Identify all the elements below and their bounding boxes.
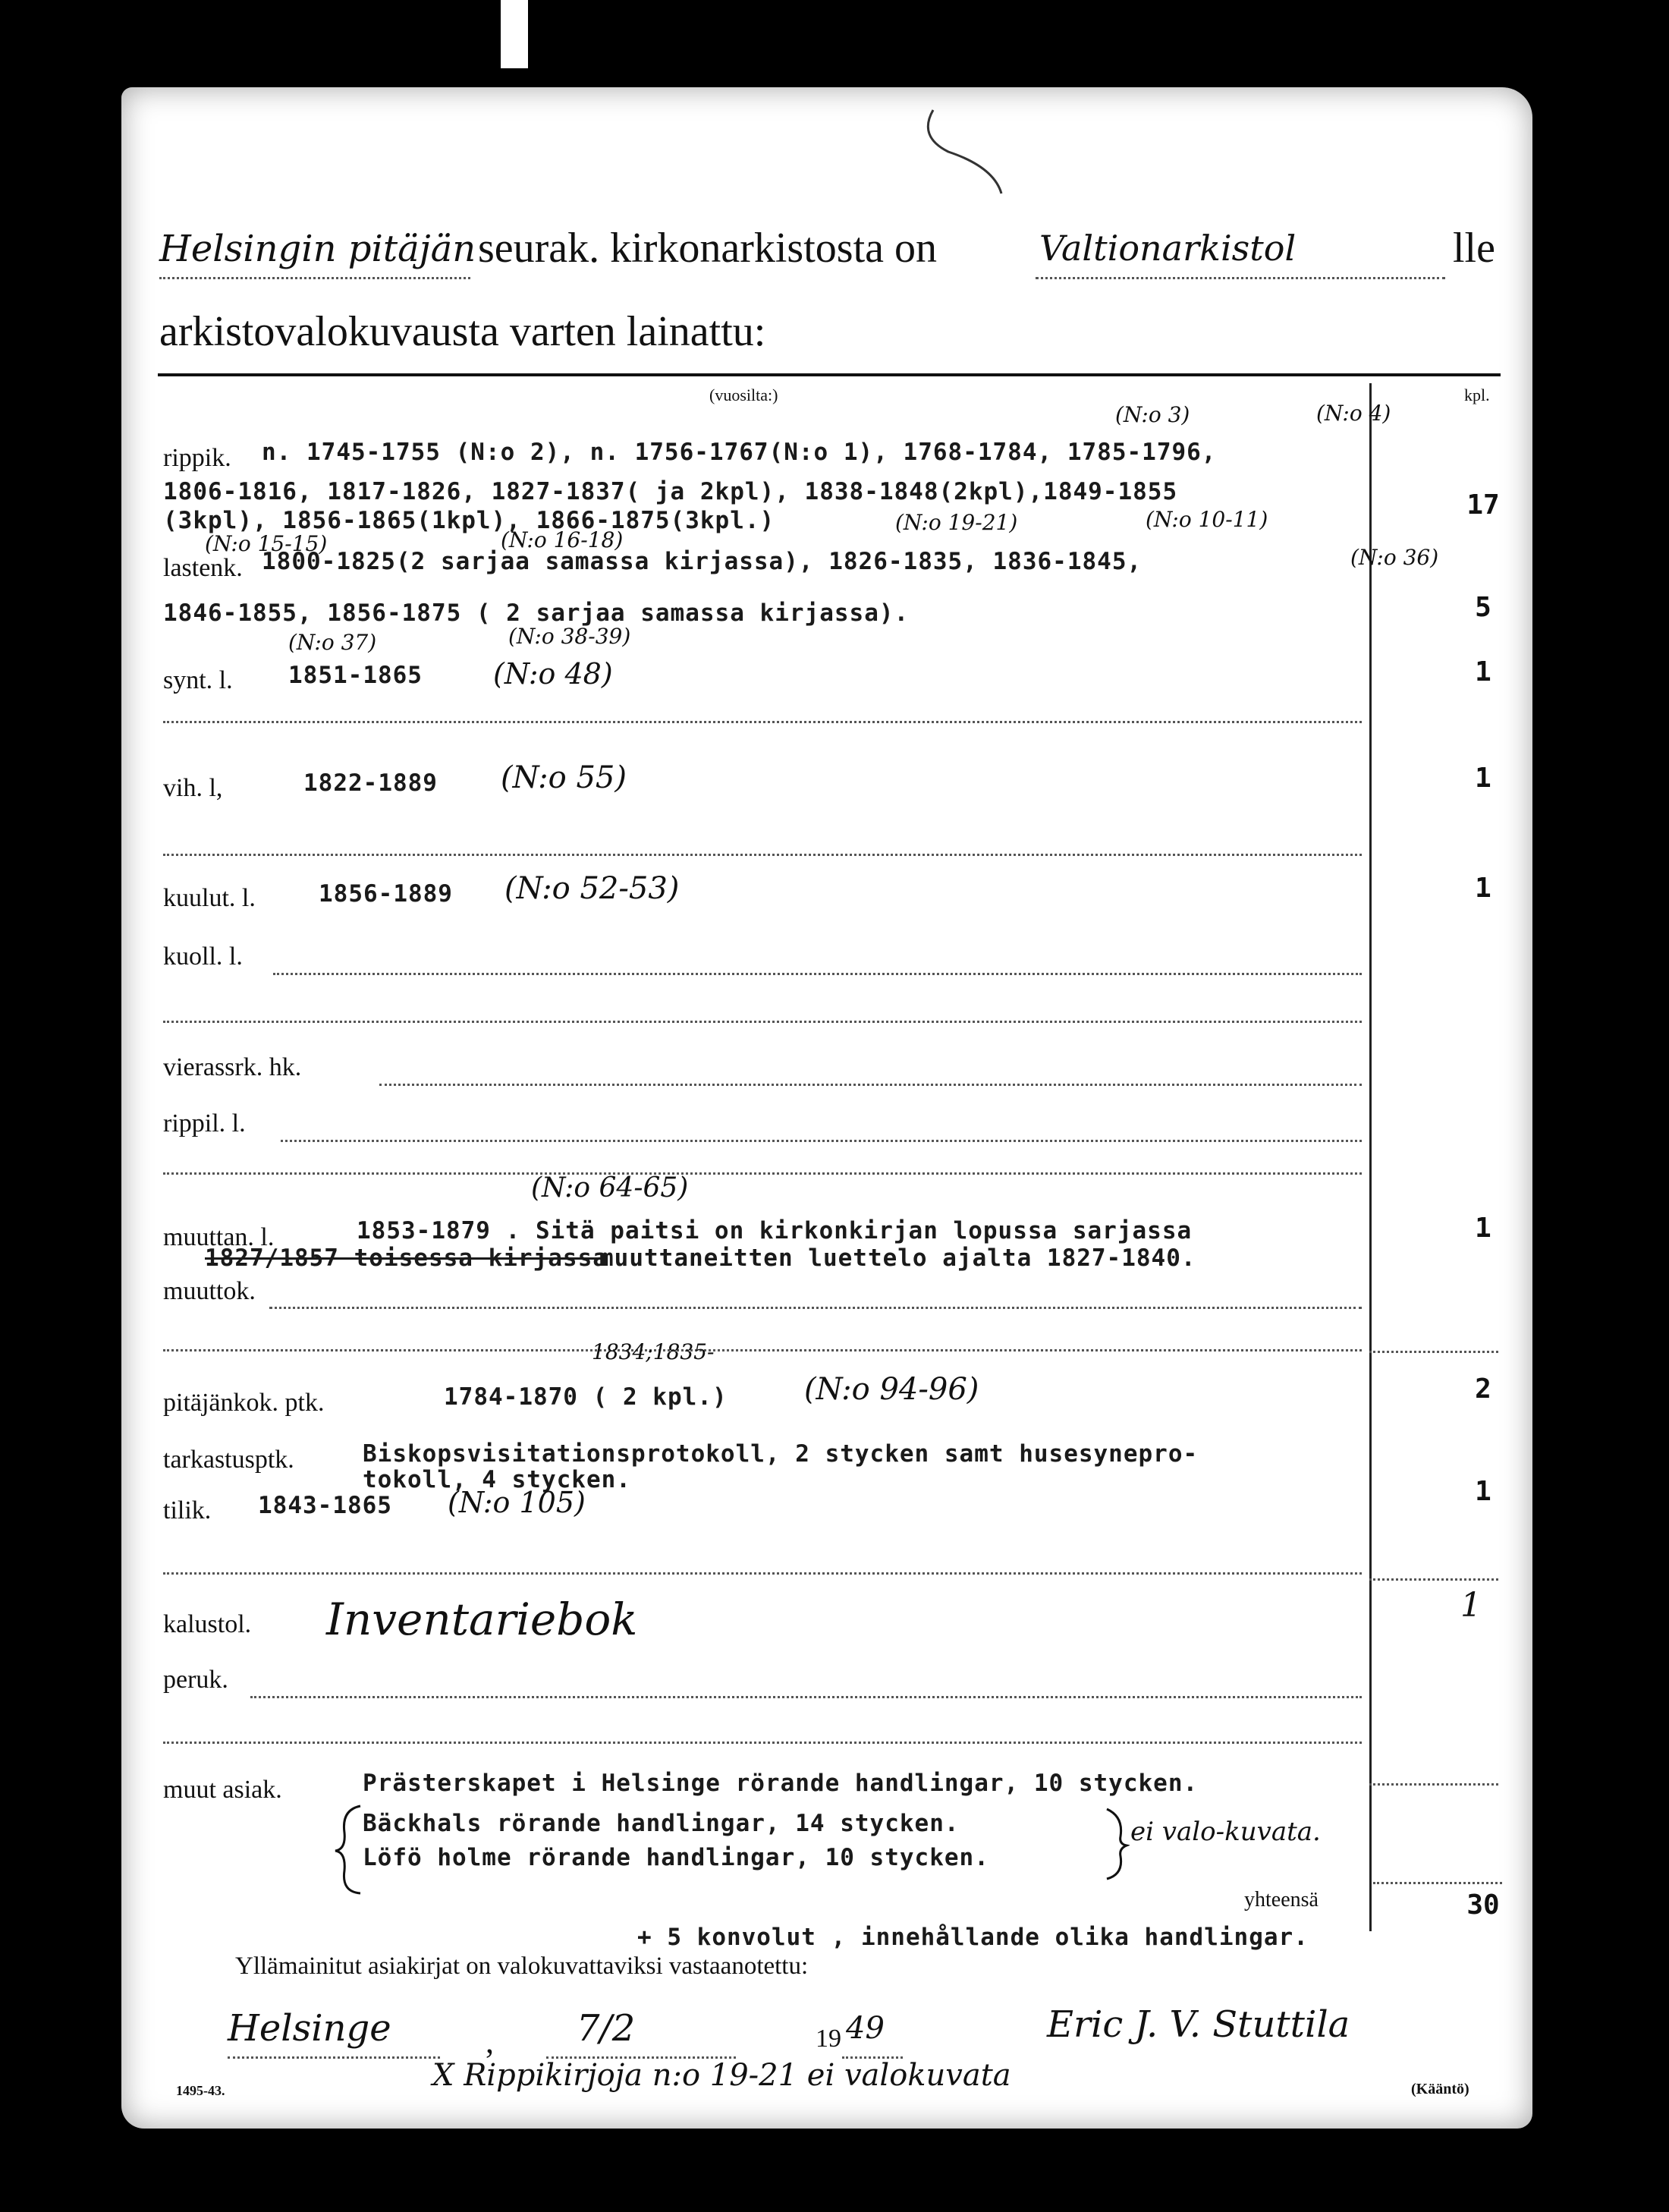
- kalustol-handwritten: Inventariebok: [326, 1594, 638, 1645]
- vih-blank-line: [163, 854, 1362, 856]
- vih-count: 1: [1475, 763, 1491, 794]
- rippik-line3: (3kpl), 1856-1865(1kpl), 1866-1875(3kpl.): [163, 507, 775, 534]
- tarkastusptk-line1: Biskopsvisitationsprotokoll, 2 stycken samt husesyneprо-: [363, 1440, 1199, 1468]
- synt-note-pre-a: (N:o 37): [288, 630, 377, 655]
- muuttan-label: muuttan. l.: [163, 1223, 275, 1251]
- kuulut-years: 1856-1889: [319, 880, 453, 908]
- kuoll-label: kuoll. l.: [163, 942, 243, 971]
- muuttok-blank-line: [163, 1349, 1362, 1351]
- signature-comma: ,: [486, 2023, 494, 2060]
- muut-line2: Bäckhals rörande handlingar, 14 stycken.: [363, 1810, 960, 1837]
- peruk-line: [250, 1696, 1362, 1698]
- muut-label: muut asiak.: [163, 1776, 282, 1804]
- tilik-blank-line: [163, 1572, 1362, 1575]
- header-rule: [158, 373, 1501, 376]
- rippik-line1: n. 1745-1755 (N:o 2), n. 1756-1767(N:o 1), 1768-1784, 1785-1796,: [262, 439, 1217, 466]
- synt-note: (N:o 48): [493, 657, 613, 691]
- punch-hole: [501, 0, 528, 68]
- signature-year-suffix: 49: [846, 2011, 885, 2046]
- muut-brace-left: [334, 1802, 364, 1897]
- tilik-note: (N:o 105): [448, 1486, 586, 1519]
- signature-year-prefix: 19: [816, 2025, 841, 2053]
- header-line1-text: seurak. kirkonarkistosta on: [478, 225, 937, 272]
- rippik-line2: 1806-1816, 1817-1826, 1827-1837( ja 2kpl), 1838-1848(2kpl),1849-1855: [163, 478, 1178, 505]
- tarkastusptk-label: tarkastusptk.: [163, 1446, 294, 1474]
- rippik-note-a: (N:o 3): [1115, 402, 1190, 427]
- muut-line3: Löfö holme rörande handlingar, 10 stycken.: [363, 1844, 989, 1871]
- receipt-text: Yllämainitut asiakirjat on valokuvattaviksi vastaanotettu:: [235, 1952, 809, 1980]
- rippik-note-d: (N:o 10-11): [1146, 507, 1268, 532]
- muut-line1: Prästerskapet i Helsinge rörande handlingar, 10 stycken.: [363, 1770, 1199, 1797]
- rippik-note-c: (N:o 19-21): [895, 510, 1018, 535]
- kalustol-label: kalustol.: [163, 1610, 252, 1638]
- tilik-years: 1843-1865: [258, 1492, 392, 1519]
- muuttok-label: muuttok.: [163, 1277, 256, 1305]
- rippil-blank-line: [163, 1172, 1362, 1175]
- lastenk-note-a: (N:o 15-15): [205, 531, 328, 556]
- lastenk-note-c: (N:o 36): [1350, 545, 1439, 570]
- signature-place-line: [228, 2056, 440, 2059]
- muut-count-line: [1369, 1783, 1498, 1786]
- signature-place: Helsinge: [228, 2007, 391, 2050]
- pitajankok-count-line: [1369, 1351, 1498, 1353]
- kuulut-count: 1: [1475, 873, 1491, 904]
- synt-years: 1851-1865: [288, 662, 423, 689]
- muuttan-line2-struck: 1827/1857 toisessa kirjassa: [205, 1244, 608, 1272]
- synt-note-pre-b: (N:o 38-39): [508, 624, 631, 649]
- kalustol-count: 1: [1460, 1586, 1482, 1625]
- kuoll-line: [273, 973, 1362, 975]
- header-line1-suffix: lle: [1453, 225, 1495, 272]
- muuttan-count: 1: [1475, 1213, 1491, 1244]
- lastenk-label: lastenk.: [163, 554, 243, 582]
- pitajankok-years: 1784-1870 ( 2 kpl.): [444, 1383, 728, 1411]
- tilik-count: 1: [1475, 1476, 1491, 1507]
- count-column-divider: [1369, 383, 1372, 1931]
- vih-note: (N:o 55): [501, 760, 627, 795]
- kuulut-note: (N:o 52-53): [504, 871, 680, 906]
- header-underline-archive: [1036, 277, 1445, 279]
- lastenk-line2: 1846-1855, 1856-1875 ( 2 sarjaa samassa kirjassa).: [163, 599, 910, 627]
- totals-value: 30: [1466, 1889, 1500, 1921]
- vierassrk-label: vierassrk. hk.: [163, 1053, 302, 1081]
- muut-note: ei valo-kuvata.: [1130, 1817, 1321, 1847]
- tarkastusptk-line2: tokoll, 4 stycken.: [363, 1466, 631, 1493]
- header-line2-text: arkistovalokuvausta varten lainattu:: [159, 308, 766, 355]
- synt-label: synt. l.: [163, 666, 233, 694]
- kuoll-blank-line: [163, 1021, 1362, 1023]
- pitajankok-note-above: 1834;1835-: [592, 1339, 715, 1364]
- lastenk-line1: 1800-1825(2 sarjaa samassa kirjassa), 1826-1835, 1836-1845,: [262, 548, 1143, 575]
- signature-date: 7/2: [577, 2007, 636, 2050]
- muuttan-line1: 1853-1879 . Sitä paitsi on kirkonkirjan lopussa sarjassa: [357, 1217, 1193, 1244]
- synt-count: 1: [1475, 656, 1491, 688]
- rippik-count: 17: [1466, 489, 1500, 521]
- years-column-header: (vuosilta:): [709, 385, 778, 404]
- vih-years: 1822-1889: [303, 769, 438, 797]
- totals-label: yhteensä: [1244, 1888, 1319, 1912]
- corner-mark: (Kääntö): [1411, 2081, 1469, 2097]
- muut-brace-right: [1104, 1806, 1130, 1882]
- muuttan-line2-rest: muuttaneitten luettelo ajalta 1827-1840.: [599, 1244, 1196, 1272]
- muuttan-note: (N:o 64-65): [531, 1172, 689, 1204]
- rippil-label: rippil. l.: [163, 1109, 246, 1137]
- kalustol-count-line: [1369, 1578, 1498, 1581]
- peruk-label: peruk.: [163, 1666, 228, 1694]
- archive-handwritten: Valtionarkistol: [1039, 228, 1297, 269]
- lastenk-count: 5: [1475, 592, 1491, 623]
- tilik-label: tilik.: [163, 1496, 212, 1524]
- muuttok-line: [269, 1307, 1362, 1309]
- totals-line: [1373, 1882, 1502, 1884]
- synt-blank-line: [163, 721, 1362, 723]
- parish-handwritten: Helsingin pitäjän: [159, 228, 476, 270]
- peruk-blank-line: [163, 1742, 1362, 1744]
- header-underline-parish: [159, 277, 470, 279]
- rippik-note-b: (N:o 4): [1316, 401, 1391, 426]
- footer-note: X Rippikirjoja n:o 19-21 ei valokuvata: [432, 2058, 1011, 2093]
- pitajankok-label: pitäjänkok. ptk.: [163, 1389, 325, 1417]
- count-column-header: kpl.: [1464, 385, 1490, 404]
- pitajankok-count: 2: [1475, 1373, 1491, 1405]
- kuulut-label: kuulut. l.: [163, 884, 256, 912]
- form-number: 1495-43.: [176, 2083, 225, 2098]
- vierassrk-line: [379, 1084, 1362, 1086]
- rippik-label: rippik.: [163, 444, 231, 472]
- vih-label: vih. l,: [163, 774, 223, 802]
- lastenk-note-b: (N:o 16-18): [501, 527, 624, 552]
- pitajankok-note: (N:o 94-96): [804, 1372, 979, 1407]
- konvolut-note: + 5 konvolut , innehållande olika handlingar.: [637, 1924, 1309, 1951]
- rippil-line: [281, 1140, 1362, 1142]
- signature-name: Eric J. V. Stuttila: [1047, 2003, 1350, 2046]
- top-pencil-mark: [918, 106, 1032, 197]
